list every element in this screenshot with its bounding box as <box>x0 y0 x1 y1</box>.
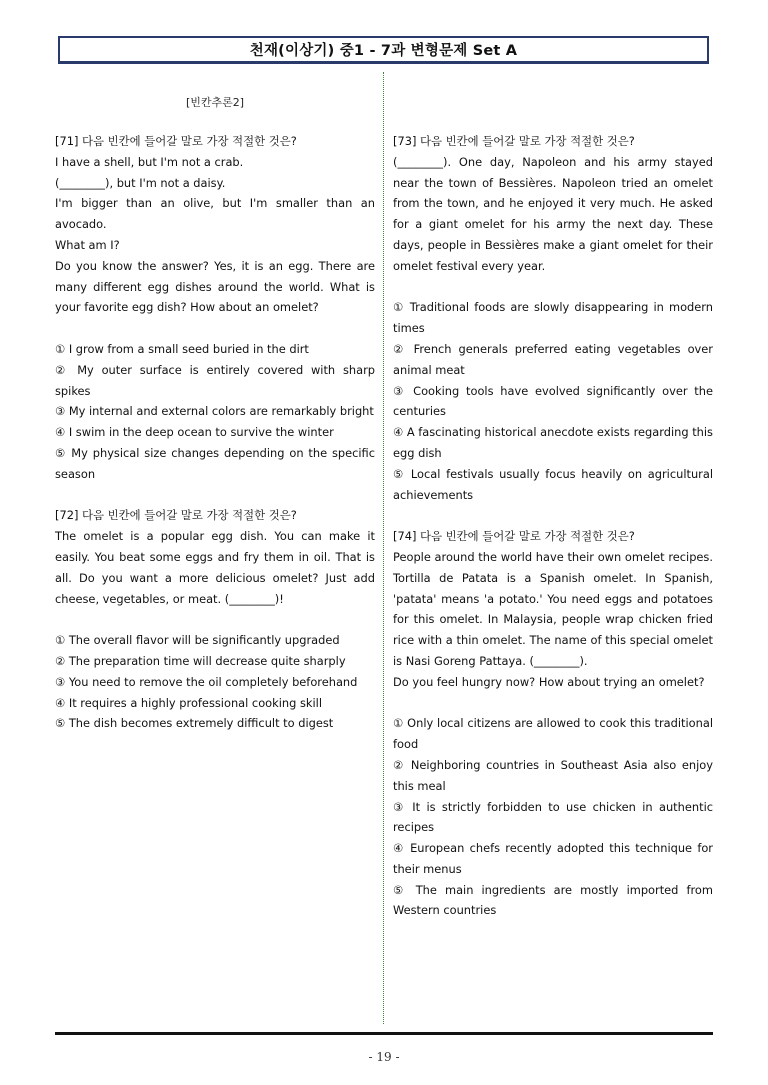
footer-rule <box>55 1032 713 1035</box>
answer-options <box>55 630 375 734</box>
right-column <box>393 131 713 942</box>
left-column <box>55 131 375 755</box>
page-header <box>58 36 709 64</box>
answer-option: ④ European chefs recently adopted this technique for their menus <box>393 841 713 876</box>
answer-option: ⑤ The dish becomes extremely difficult to digest <box>55 716 334 731</box>
passage-line: Do you know the answer? Yes, it is an egg. There are many different egg dishes around the world. What is your favorite egg dish? How about an omelet? <box>55 258 375 315</box>
passage-line: The omelet is a popular egg dish. You can make it easily. You beat some eggs and fry them in oil. That is all. Do you want a more delicious omelet? Just add cheese, vegetables, or meat. (________)! <box>55 529 375 606</box>
question-72 <box>55 505 375 734</box>
answer-options <box>393 297 713 505</box>
answer-option: ⑤ Local festivals usually focus heavily on agricultural achievements <box>393 466 713 502</box>
question-73 <box>393 131 713 505</box>
answer-option: ⑤ My physical size changes depending on the specific season <box>55 445 375 481</box>
answer-option: ② The preparation time will decrease quite sharply <box>55 653 346 668</box>
question-passage <box>393 152 713 277</box>
answer-option: ④ I swim in the deep ocean to survive the winter <box>55 425 334 440</box>
passage-line: (________). One day, Napoleon and his army stayed near the town of Bessières. Napoleon tried an omelet from the town, and he enjoyed it very much. He asked for a giant omelet for his army the next day. These days, people in Bessières make a giant omelet for their omelet festival every year. <box>393 154 713 273</box>
page-number: - 19 - <box>368 1050 400 1064</box>
passage-line: People around the world have their own omelet recipes. Tortilla de Patata is a Spanish omelet. In Spanish, 'patata' means 'a potato.' You need eggs and potatoes for this omelet. In Malaysia, people wrap chicken fried rice with a thin omelet. The name of this special omelet is Nasi Goreng Pattaya. (________). <box>393 549 713 668</box>
question-title: [71] 다음 빈칸에 들어갈 말로 가장 적절한 것은? <box>55 134 297 148</box>
question-74 <box>393 526 713 921</box>
answer-option: ③ It is strictly forbidden to use chicken in authentic recipes <box>393 799 713 835</box>
answer-option: ② French generals preferred eating vegetables over animal meat <box>393 341 713 377</box>
question-title: [72] 다음 빈칸에 들어갈 말로 가장 적절한 것은? <box>55 508 297 523</box>
answer-options <box>55 339 375 485</box>
question-title: [74] 다음 빈칸에 들어갈 말로 가장 적절한 것은? <box>393 529 635 544</box>
answer-option: ③ Cooking tools have evolved significantly over the centuries <box>393 383 713 419</box>
answer-option: ④ A fascinating historical anecdote exists regarding this egg dish <box>393 425 713 460</box>
answer-option: ② My outer surface is entirely covered with sharp spikes <box>55 362 375 398</box>
question-title: [73] 다음 빈칸에 들어갈 말로 가장 적절한 것은? <box>393 134 635 148</box>
answer-option: ⑤ The main ingredients are mostly imported from Western countries <box>393 882 713 918</box>
question-passage <box>55 526 375 609</box>
page-title: 천재(이상기) 중1 - 7과 변형문제 Set A <box>249 43 518 59</box>
answer-option: ③ My internal and external colors are remarkably bright <box>55 404 374 419</box>
answer-options <box>393 713 713 921</box>
question-passage <box>393 547 713 693</box>
question-71 <box>55 131 375 485</box>
answer-option: ② Neighboring countries in Southeast Asia also enjoy this meal <box>393 757 713 793</box>
passage-line: (________), but I'm not a daisy. <box>55 175 226 190</box>
passage-line: Do you feel hungry now? How about trying an omelet? <box>393 674 705 689</box>
answer-option: ① Traditional foods are slowly disappearing in modern times <box>393 300 713 336</box>
passage-line: What am I? <box>55 237 120 252</box>
answer-option: ③ You need to remove the oil completely beforehand <box>55 674 358 689</box>
passage-line: I'm bigger than an olive, but I'm smaller than an avocado. <box>55 196 375 232</box>
section-label: [빈칸추론2] <box>186 96 245 109</box>
answer-option: ① Only local citizens are allowed to cook this traditional food <box>393 716 713 752</box>
passage-line: I have a shell, but I'm not a crab. <box>55 154 244 169</box>
answer-option: ④ It requires a highly professional cooking skill <box>55 695 322 710</box>
question-passage <box>55 152 375 318</box>
column-divider <box>383 72 384 1024</box>
answer-option: ① I grow from a small seed buried in the dirt <box>55 341 309 356</box>
answer-option: ① The overall flavor will be significantly upgraded <box>55 633 340 648</box>
